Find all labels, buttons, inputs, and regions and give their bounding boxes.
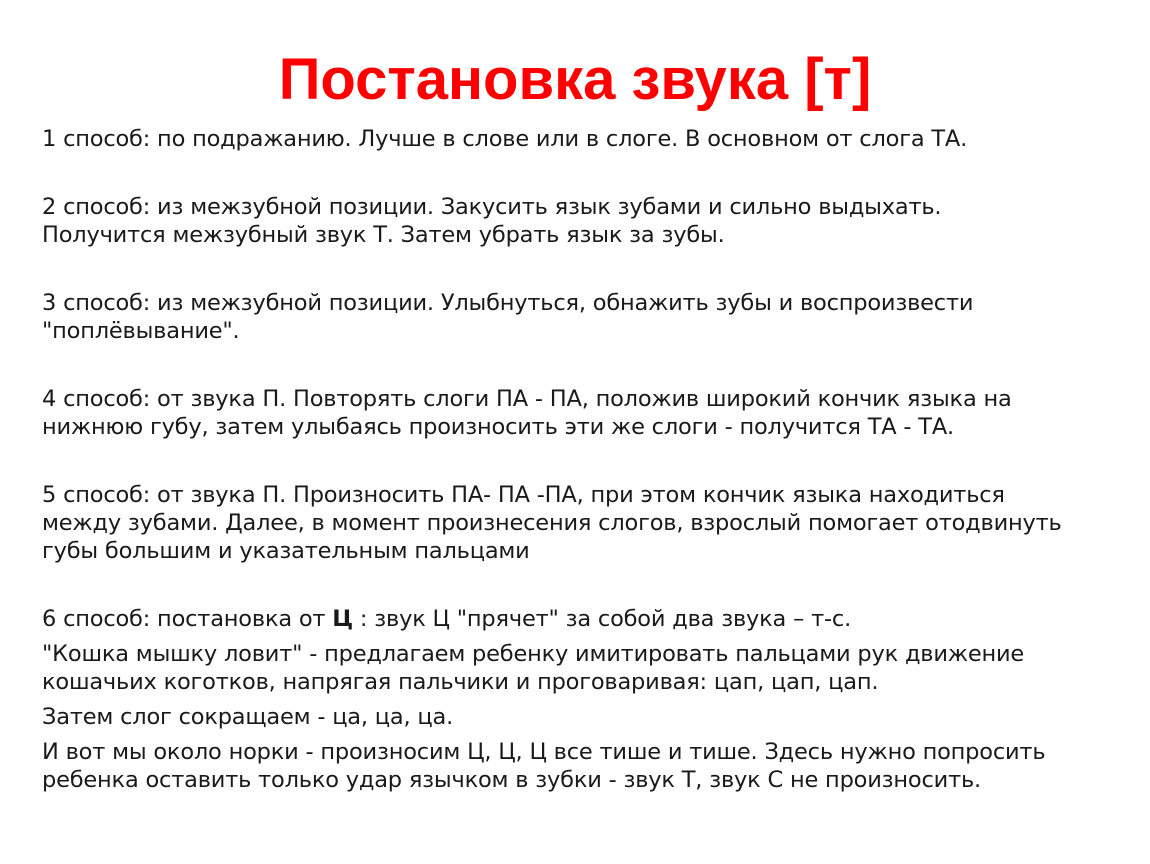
text-line: 5 способ: от звука П. Произносить ПА- ПА -ПА, при этом кончик языка находиться: [42, 482, 1005, 508]
text-line: Получится межзубный звук Т. Затем убрать язык за зубы.: [42, 222, 725, 248]
page-title: Постановка звука [т]: [278, 47, 872, 112]
final-paragraph: [42, 738, 1122, 794]
text-line: нижнюю губу, затем улыбаясь произносить эти же слоги - получится ТА - ТА.: [42, 414, 954, 440]
method-1-paragraph: [42, 125, 1122, 153]
text-line: ребенка оставить только удар язычком в зубки - звук Т, звук С не произносить.: [42, 767, 981, 793]
text-line: кошачьих коготков, напрягая пальчики и проговаривая: цап, цап, цап.: [42, 669, 879, 695]
method-6-suffix: : звук Ц "прячет" за собой два звука – т-с.: [352, 606, 852, 632]
text-line: 4 способ: от звука П. Повторять слоги ПА - ПА, положив широкий кончик языка на: [42, 386, 1012, 412]
game-paragraph: [42, 640, 1122, 696]
method-6-prefix: 6 способ: постановка от: [42, 606, 333, 632]
method-5-paragraph: [42, 481, 1122, 565]
syllable-paragraph: [42, 703, 1122, 731]
method-6-bold-letter: Ц: [332, 606, 353, 632]
method-3-paragraph: [42, 289, 1122, 345]
text-line: "Кошка мышку ловит" - предлагаем ребенку имитировать пальцами рук движение: [42, 641, 1025, 667]
text-line: "поплёвывание".: [42, 318, 240, 344]
text-line: Затем слог сокращаем - ца, ца, ца.: [42, 704, 454, 730]
text-line: 2 способ: из межзубной позиции. Закусить язык зубами и сильно выдыхать.: [42, 194, 942, 220]
text-line: между зубами. Далее, в момент произнесения слогов, взрослый помогает отодвинуть: [42, 510, 1062, 536]
text-line: [42, 605, 1122, 633]
text-line: губы большим и указательным пальцами: [42, 538, 530, 564]
method-6-paragraph: [42, 605, 1122, 633]
method-2-paragraph: [42, 193, 1122, 249]
slide-body: [42, 125, 1122, 794]
text-line: 1 способ: по подражанию. Лучше в слове или в слоге. В основном от слога ТА.: [42, 126, 968, 152]
method-4-paragraph: [42, 385, 1122, 441]
text-line: И вот мы около норки - произносим Ц, Ц, Ц все тише и тише. Здесь нужно попросить: [42, 739, 1046, 765]
text-line: 3 способ: из межзубной позиции. Улыбнуться, обнажить зубы и воспроизвести: [42, 290, 974, 316]
